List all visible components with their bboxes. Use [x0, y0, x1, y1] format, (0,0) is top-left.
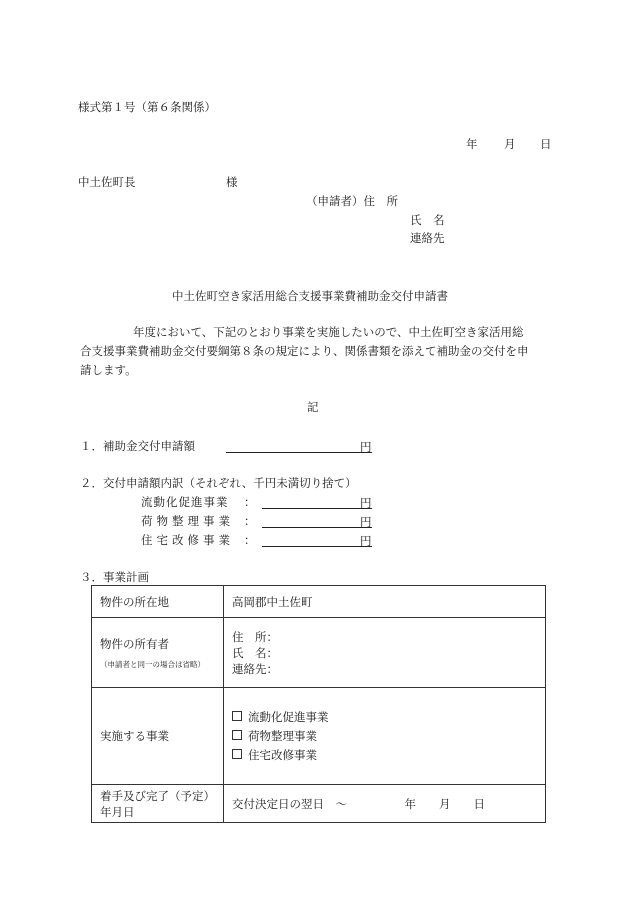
project-option-label: 住宅改修事業: [248, 747, 317, 762]
item2-row-colon: ：: [244, 533, 256, 547]
item2-row-yen: 円: [360, 496, 372, 510]
table-row-schedule: [92, 785, 546, 823]
owner-field-name: 氏 名：: [232, 645, 278, 660]
owner-field-address: 住 所：: [232, 629, 278, 644]
schedule-label-cell: [92, 785, 224, 823]
table-row-owner: [92, 618, 546, 688]
owner-fields: [224, 618, 546, 688]
location-label: 物件の所在地: [92, 586, 224, 618]
item2-row-line: [262, 508, 372, 509]
item1-amount-line: [226, 452, 372, 453]
item3-label: ３．事業計画: [80, 570, 149, 584]
document-title: 中土佐町空き家活用総合支援事業費補助金交付申請書: [172, 289, 448, 303]
form-number: 様式第１号（第６条関係）: [78, 100, 216, 114]
checkbox-icon[interactable]: [232, 730, 242, 740]
body-line-2: 合支援事業費補助金交付要綱第８条の規定により、関係書類を添えて補助金の交付を申: [80, 344, 529, 358]
item2-row-yen: 円: [360, 534, 372, 548]
table-row-location: [92, 586, 546, 618]
item2-row-name: 流動化促進事業: [141, 495, 229, 509]
project-option-label: 荷物整理事業: [248, 728, 317, 743]
schedule-label-line2: 年月日: [100, 804, 135, 819]
project-option[interactable]: [232, 708, 537, 727]
owner-cell: [92, 618, 224, 688]
item2-row-line: [262, 546, 372, 547]
date-day: 日: [540, 137, 552, 151]
owner-note: （申請者と同一の場合は省略）: [100, 659, 205, 669]
project-options: [224, 688, 546, 785]
item1-label: １．補助金交付申請額: [80, 439, 195, 453]
item1-yen: 円: [360, 440, 372, 454]
checkbox-icon[interactable]: [232, 749, 242, 759]
item2-row-colon: ：: [244, 495, 256, 509]
project-option[interactable]: [232, 746, 537, 765]
item2-label: ２．交付申請額内訳（それぞれ、千円未満切り捨て）: [80, 476, 357, 490]
addressee-name: 中土佐町長: [78, 175, 136, 189]
project-option-label: 流動化促進事業: [248, 709, 329, 724]
table-row-project: [92, 688, 546, 785]
project-label: 実施する事業: [92, 688, 224, 785]
checkbox-icon[interactable]: [232, 711, 242, 721]
item2-row-line: [262, 527, 372, 528]
ki-heading: 記: [307, 400, 319, 414]
item2-row-name: 住宅改修事業: [141, 533, 234, 547]
owner-label: 物件の所有者: [100, 636, 169, 651]
item2-row-name: 荷物整理事業: [141, 514, 234, 528]
owner-field-contact: 連絡先：: [232, 661, 278, 676]
item2-row-yen: 円: [360, 515, 372, 529]
project-option[interactable]: [232, 727, 537, 746]
date-year: 年: [466, 137, 478, 151]
schedule-value: 交付決定日の翌日 ～ 年 月 日: [224, 785, 546, 823]
date-month: 月: [504, 137, 516, 151]
body-line-3: 請します。: [80, 363, 137, 377]
applicant-address-label: （申請者）住 所: [306, 194, 398, 208]
location-value: 高岡郡中土佐町: [224, 586, 546, 618]
applicant-contact-label: 連絡先: [410, 231, 445, 245]
project-plan-table: [91, 585, 546, 823]
schedule-label-line1: 着手及び完了（予定）: [100, 788, 215, 803]
body-line-1: 年度において、下記のとおり事業を実施したいので、中土佐町空き家活用総: [133, 325, 524, 339]
item2-row-colon: ：: [244, 514, 256, 528]
addressee-honorific: 様: [226, 175, 238, 189]
applicant-name-label: 氏 名: [410, 213, 445, 227]
